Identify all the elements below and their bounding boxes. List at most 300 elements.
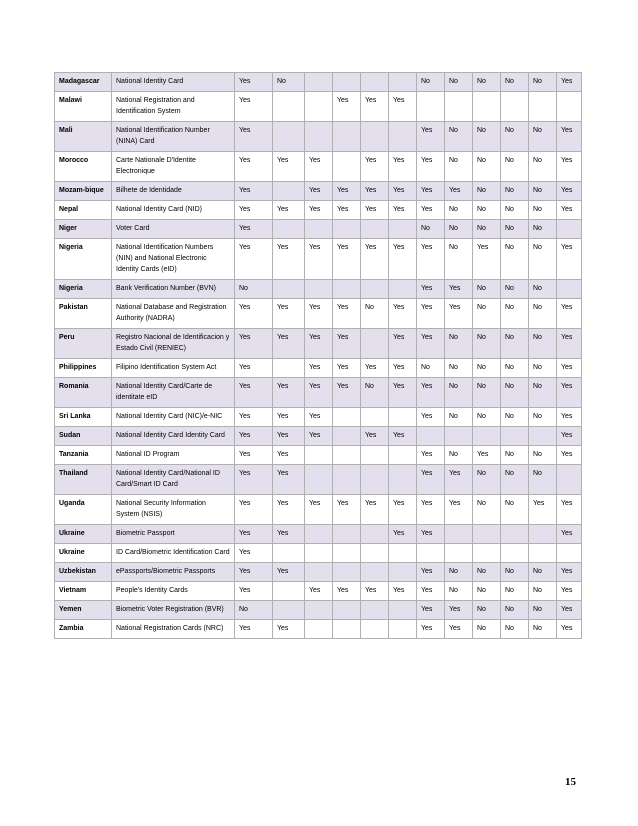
value-cell [361,601,389,620]
value-cell: Yes [389,92,417,122]
country-cell: Vietnam [55,582,112,601]
value-cell [417,544,445,563]
value-cell [361,620,389,639]
value-cell: Yes [333,182,361,201]
value-cell: Yes [557,329,582,359]
table-row [55,408,582,427]
value-cell: Yes [235,201,273,220]
value-cell [333,427,361,446]
value-cell: Yes [557,563,582,582]
value-cell: Yes [417,182,445,201]
value-cell: No [235,280,273,299]
value-cell: No [529,152,557,182]
value-cell: No [445,446,473,465]
value-cell [557,92,582,122]
value-cell: Yes [305,359,333,378]
value-cell [361,73,389,92]
value-cell: Yes [557,525,582,544]
value-cell [305,601,333,620]
value-cell: Yes [235,620,273,639]
value-cell: Yes [235,495,273,525]
country-cell: Nigeria [55,280,112,299]
value-cell: Yes [557,620,582,639]
value-cell: No [529,378,557,408]
table-row [55,544,582,563]
value-cell [273,582,305,601]
value-cell: Yes [305,408,333,427]
value-cell: Yes [333,201,361,220]
value-cell: Yes [557,378,582,408]
value-cell: No [473,152,501,182]
value-cell: Yes [557,495,582,525]
table-row [55,152,582,182]
value-cell: Yes [389,427,417,446]
value-cell: No [501,359,529,378]
value-cell: Yes [305,201,333,220]
value-cell: Yes [361,359,389,378]
value-cell: Yes [273,563,305,582]
value-cell [389,408,417,427]
table-row [55,563,582,582]
page-number: 15 [565,776,576,788]
program-cell: ID Card/Biometric Identification Card [112,544,235,563]
country-cell: Madagascar [55,73,112,92]
value-cell: No [445,152,473,182]
value-cell [273,220,305,239]
program-cell: National Identification Numbers (NIN) and National Electronic Identity Cards (eID) [112,239,235,280]
value-cell [305,220,333,239]
value-cell: No [529,601,557,620]
country-cell: Romania [55,378,112,408]
value-cell: Yes [305,329,333,359]
value-cell: No [501,280,529,299]
value-cell [305,446,333,465]
value-cell [305,73,333,92]
value-cell: Yes [235,329,273,359]
value-cell [361,525,389,544]
table-row [55,495,582,525]
value-cell [389,446,417,465]
value-cell: Yes [273,299,305,329]
value-cell: Yes [389,152,417,182]
value-cell: Yes [557,427,582,446]
value-cell [389,280,417,299]
value-cell: Yes [417,299,445,329]
table-row [55,378,582,408]
value-cell: No [473,582,501,601]
value-cell: Yes [445,620,473,639]
value-cell: Yes [273,495,305,525]
table-row [55,525,582,544]
value-cell: Yes [389,359,417,378]
value-cell: No [473,465,501,495]
value-cell: Yes [557,201,582,220]
value-cell: No [501,620,529,639]
value-cell [417,92,445,122]
country-cell: Tanzania [55,446,112,465]
country-cell: Nigeria [55,239,112,280]
program-cell: National Security Information System (NSIS) [112,495,235,525]
value-cell: Yes [473,446,501,465]
value-cell [389,220,417,239]
value-cell: Yes [361,152,389,182]
value-cell [445,92,473,122]
value-cell: Yes [389,582,417,601]
value-cell [361,329,389,359]
program-cell: National Identity Card [112,73,235,92]
value-cell: Yes [361,582,389,601]
value-cell: Yes [557,601,582,620]
value-cell: No [473,601,501,620]
value-cell: Yes [333,359,361,378]
value-cell: Yes [445,299,473,329]
value-cell: Yes [235,378,273,408]
value-cell: Yes [333,239,361,280]
table-row [55,446,582,465]
value-cell: No [445,378,473,408]
value-cell: Yes [417,446,445,465]
program-cell: National Identity Card (NID) [112,201,235,220]
value-cell [305,620,333,639]
value-cell: Yes [305,299,333,329]
value-cell: Yes [235,563,273,582]
country-cell: Sri Lanka [55,408,112,427]
value-cell [529,525,557,544]
value-cell: Yes [417,601,445,620]
value-cell [333,525,361,544]
value-cell: No [473,73,501,92]
value-cell: Yes [361,427,389,446]
value-cell: No [501,601,529,620]
value-cell: Yes [305,582,333,601]
country-cell: Zambia [55,620,112,639]
value-cell [361,122,389,152]
value-cell [557,465,582,495]
value-cell [501,427,529,446]
value-cell: Yes [235,182,273,201]
value-cell: Yes [273,427,305,446]
value-cell: Yes [273,329,305,359]
country-cell: Ukraine [55,525,112,544]
value-cell: Yes [361,182,389,201]
value-cell: No [445,563,473,582]
table-row [55,122,582,152]
country-cell: Mozam-bique [55,182,112,201]
value-cell: Yes [305,495,333,525]
value-cell: No [501,582,529,601]
value-cell: No [473,299,501,329]
table-row [55,182,582,201]
program-cell: People's Identity Cards [112,582,235,601]
value-cell: Yes [417,152,445,182]
value-cell: Yes [529,495,557,525]
program-cell: National Registration and Identification System [112,92,235,122]
value-cell: Yes [333,299,361,329]
value-cell: Yes [235,544,273,563]
program-cell: National Identity Card Identity Card [112,427,235,446]
value-cell: Yes [273,465,305,495]
value-cell [333,122,361,152]
value-cell: No [445,329,473,359]
value-cell: No [361,299,389,329]
value-cell: No [501,152,529,182]
value-cell [273,359,305,378]
value-cell [273,182,305,201]
table-body [55,73,582,639]
value-cell: No [473,408,501,427]
value-cell: Yes [235,465,273,495]
value-cell [361,408,389,427]
value-cell: No [529,239,557,280]
value-cell [417,427,445,446]
value-cell [557,280,582,299]
value-cell: No [501,299,529,329]
table-row [55,465,582,495]
value-cell: Yes [389,299,417,329]
value-cell [361,280,389,299]
value-cell [501,525,529,544]
value-cell: Yes [273,525,305,544]
value-cell: No [235,601,273,620]
value-cell [361,563,389,582]
value-cell: No [529,299,557,329]
program-cell: Filipino Identification System Act [112,359,235,378]
value-cell [473,544,501,563]
value-cell: No [501,201,529,220]
value-cell: Yes [417,563,445,582]
value-cell: No [529,280,557,299]
value-cell: Yes [305,152,333,182]
value-cell [361,465,389,495]
value-cell: No [473,182,501,201]
value-cell [273,280,305,299]
table-row [55,73,582,92]
value-cell [273,92,305,122]
value-cell: No [473,220,501,239]
value-cell: No [529,408,557,427]
value-cell: No [529,122,557,152]
value-cell [305,525,333,544]
value-cell: Yes [389,201,417,220]
value-cell: No [501,73,529,92]
country-cell: Yemen [55,601,112,620]
value-cell: No [445,239,473,280]
value-cell: Yes [389,329,417,359]
value-cell: No [473,620,501,639]
country-cell: Sudan [55,427,112,446]
value-cell: Yes [417,201,445,220]
program-cell: National Identity Card/National ID Card/Smart ID Card [112,465,235,495]
program-cell: National Identity Card (NIC)/e-NIC [112,408,235,427]
value-cell [305,465,333,495]
value-cell [389,563,417,582]
value-cell: No [529,359,557,378]
value-cell: Yes [473,239,501,280]
value-cell: No [529,465,557,495]
program-cell: Biometric Passport [112,525,235,544]
value-cell: Yes [445,280,473,299]
value-cell: No [445,220,473,239]
value-cell: No [445,73,473,92]
value-cell [389,620,417,639]
value-cell: No [501,329,529,359]
country-cell: Uganda [55,495,112,525]
value-cell: Yes [333,92,361,122]
value-cell: Yes [235,220,273,239]
value-cell [389,73,417,92]
value-cell [529,427,557,446]
value-cell: Yes [557,152,582,182]
value-cell: Yes [557,182,582,201]
value-cell [473,92,501,122]
table-row [55,359,582,378]
country-cell: Malawi [55,92,112,122]
value-cell: No [529,201,557,220]
value-cell [361,544,389,563]
value-cell: No [529,220,557,239]
value-cell: Yes [361,495,389,525]
value-cell: Yes [417,525,445,544]
value-cell: Yes [389,525,417,544]
value-cell: No [473,359,501,378]
country-cell: Uzbekistan [55,563,112,582]
country-cell: Peru [55,329,112,359]
value-cell [557,544,582,563]
value-cell: Yes [417,378,445,408]
value-cell: No [529,182,557,201]
value-cell: Yes [305,378,333,408]
value-cell: Yes [445,495,473,525]
value-cell: Yes [557,73,582,92]
country-cell: Thailand [55,465,112,495]
value-cell [445,525,473,544]
value-cell [333,152,361,182]
value-cell: Yes [273,620,305,639]
value-cell: Yes [235,525,273,544]
value-cell: Yes [273,446,305,465]
value-cell: Yes [389,495,417,525]
value-cell: Yes [305,239,333,280]
value-cell: Yes [273,408,305,427]
value-cell [333,446,361,465]
value-cell: Yes [557,408,582,427]
value-cell: Yes [445,465,473,495]
program-cell: Bilhete de Identidade [112,182,235,201]
value-cell [333,620,361,639]
country-cell: Ukraine [55,544,112,563]
value-cell: Yes [235,408,273,427]
value-cell: Yes [235,582,273,601]
value-cell: No [417,73,445,92]
value-cell [361,446,389,465]
value-cell: No [501,239,529,280]
value-cell: No [529,446,557,465]
value-cell: Yes [417,280,445,299]
table-row [55,601,582,620]
table-row [55,220,582,239]
value-cell [333,601,361,620]
value-cell: No [473,563,501,582]
value-cell [389,465,417,495]
value-cell: No [529,329,557,359]
value-cell: Yes [273,201,305,220]
value-cell: No [501,378,529,408]
value-cell: Yes [333,378,361,408]
value-cell: Yes [235,299,273,329]
value-cell: Yes [557,359,582,378]
value-cell: No [445,582,473,601]
value-cell: Yes [389,182,417,201]
value-cell: No [417,220,445,239]
value-cell: Yes [389,239,417,280]
value-cell: Yes [235,73,273,92]
value-cell [305,92,333,122]
value-cell: Yes [333,582,361,601]
value-cell: No [501,220,529,239]
table-row [55,239,582,280]
table-row [55,329,582,359]
value-cell: Yes [305,182,333,201]
value-cell: No [501,182,529,201]
country-cell: Mali [55,122,112,152]
value-cell [305,563,333,582]
value-cell: Yes [235,122,273,152]
value-cell [333,465,361,495]
country-cell: Philippines [55,359,112,378]
value-cell: Yes [273,239,305,280]
value-cell: Yes [417,239,445,280]
value-cell: Yes [273,152,305,182]
value-cell: No [445,201,473,220]
value-cell: No [445,122,473,152]
value-cell [333,280,361,299]
value-cell: Yes [557,446,582,465]
value-cell: Yes [445,182,473,201]
value-cell: Yes [273,378,305,408]
value-cell [473,427,501,446]
value-cell: Yes [361,201,389,220]
value-cell: Yes [417,122,445,152]
value-cell: No [529,563,557,582]
value-cell [529,544,557,563]
table-row [55,427,582,446]
value-cell: No [473,329,501,359]
value-cell [501,544,529,563]
program-cell: Carte Nationale D'Identite Electronique [112,152,235,182]
value-cell [305,122,333,152]
value-cell: Yes [417,465,445,495]
value-cell [557,220,582,239]
program-cell: National Identification Number (NINA) Card [112,122,235,152]
table-row [55,280,582,299]
value-cell: No [273,73,305,92]
value-cell: Yes [235,446,273,465]
value-cell: Yes [361,92,389,122]
table-row [55,201,582,220]
value-cell [445,544,473,563]
value-cell: Yes [235,239,273,280]
value-cell [473,525,501,544]
value-cell: No [501,465,529,495]
value-cell [529,92,557,122]
value-cell [273,544,305,563]
value-cell: No [529,582,557,601]
value-cell: Yes [333,495,361,525]
table-row [55,582,582,601]
program-cell: Registro Nacional de Identificacion y Estado Civil (RENIEC) [112,329,235,359]
table-row [55,92,582,122]
value-cell: No [529,620,557,639]
